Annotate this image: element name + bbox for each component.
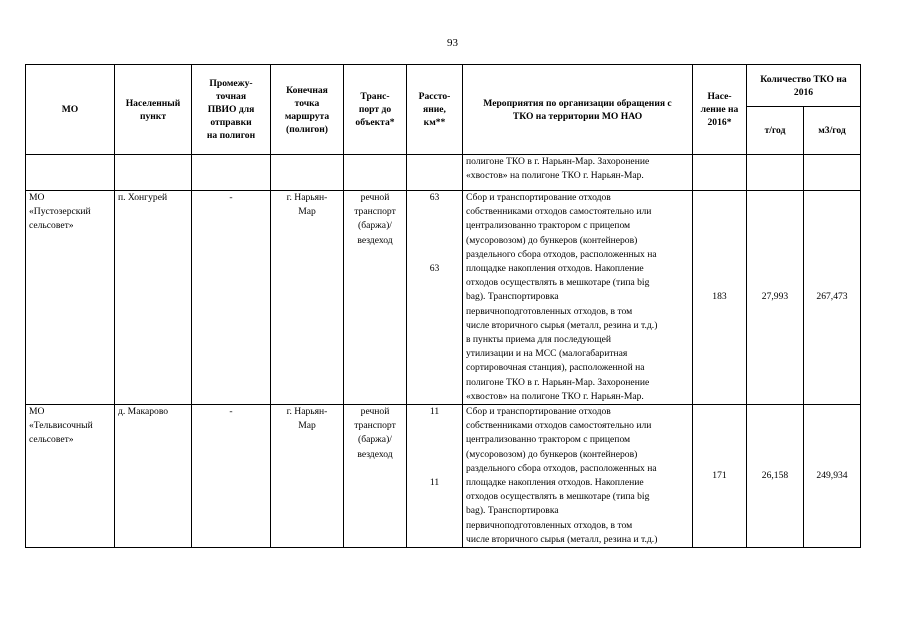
cell-distance: 63 63 xyxy=(407,191,463,405)
cell-empty xyxy=(115,155,192,191)
header-measures: Мероприятия по организации обращения с ТКО на территории МО НАО xyxy=(463,65,693,155)
cell-population: 183 xyxy=(693,191,747,405)
header-tons: т/год xyxy=(747,107,804,155)
cell-mo: МО «Пустозерский сельсовет» xyxy=(26,191,115,405)
waste-management-table xyxy=(25,64,861,548)
cell-distance: 11 11 xyxy=(407,405,463,548)
cell-transport: речной транспорт (баржа)/ вездеход xyxy=(344,405,407,548)
cell-empty xyxy=(192,155,271,191)
cell-empty xyxy=(693,155,747,191)
table-row-continuation xyxy=(26,155,861,191)
cell-empty xyxy=(271,155,344,191)
cell-empty xyxy=(407,155,463,191)
cell-measures: Сбор и транспортирование отходов собственниками отходов самостоятельно или централизованно трактором с прицепом (мусоровозом) до бункеров (контейнеров) раздельного сбора отходов, расположенных на площадке накопления отходов. Накопление отходов осуществлять в мешкотаре (типа big bag). Транспортировка первичноподготовленных отходов, в том числе вторичного сырья (металл, резина и т.д.) в пункты приема для последующей утилизации и на МСС (малогабаритная сортировочная станция), расположенной на полигоне ТКО в г. Нарьян-Мар. Захоронение «хвостов» на полигоне ТКО г. Нарьян-Мар. xyxy=(463,191,693,405)
cell-empty xyxy=(344,155,407,191)
header-m3: м3/год xyxy=(804,107,861,155)
cell-empty xyxy=(804,155,861,191)
cell-tons: 26,158 xyxy=(747,405,804,548)
header-route-endpoint: Конечная точка маршрута (полигон) xyxy=(271,65,344,155)
cell-population: 171 xyxy=(693,405,747,548)
header-quantity: Количество ТКО на 2016 xyxy=(747,65,861,107)
header-intermediate-point: Промежу- точная ПВИО для отправки на полигон xyxy=(192,65,271,155)
cell-endpoint: г. Нарьян- Мар xyxy=(271,191,344,405)
cell-intermediate: - xyxy=(192,405,271,548)
table-row xyxy=(26,191,861,405)
cell-endpoint: г. Нарьян- Мар xyxy=(271,405,344,548)
header-settlement: Населенный пункт xyxy=(115,65,192,155)
header-population: Насе- ление на 2016* xyxy=(693,65,747,155)
cell-transport: речной транспорт (баржа)/ вездеход xyxy=(344,191,407,405)
cell-measures: Сбор и транспортирование отходов собственниками отходов самостоятельно или централизованно трактором с прицепом (мусоровозом) до бункеров (контейнеров) раздельного сбора отходов, расположенных на площадке накопления отходов. Накопление отходов осуществлять в мешкотаре (типа big bag). Транспортировка первичноподготовленных отходов, в том числе вторичного сырья (металл, резина и т.д.) xyxy=(463,405,693,548)
cell-settlement: п. Хонгурей xyxy=(115,191,192,405)
cell-measures: полигоне ТКО в г. Нарьян-Мар. Захоронение «хвостов» на полигоне ТКО г. Нарьян-Мар. xyxy=(463,155,693,191)
page-number: 93 xyxy=(447,37,458,49)
cell-empty xyxy=(747,155,804,191)
cell-empty xyxy=(26,155,115,191)
cell-settlement: д. Макарово xyxy=(115,405,192,548)
header-distance: Рассто- яние, км** xyxy=(407,65,463,155)
table-row xyxy=(26,405,861,548)
cell-m3: 267,473 xyxy=(804,191,861,405)
cell-tons: 27,993 xyxy=(747,191,804,405)
cell-mo: МО «Тельвисочный сельсовет» xyxy=(26,405,115,548)
header-transport: Транс- порт до объекта* xyxy=(344,65,407,155)
header-mo: МО xyxy=(26,65,115,155)
cell-m3: 249,934 xyxy=(804,405,861,548)
cell-intermediate: - xyxy=(192,191,271,405)
